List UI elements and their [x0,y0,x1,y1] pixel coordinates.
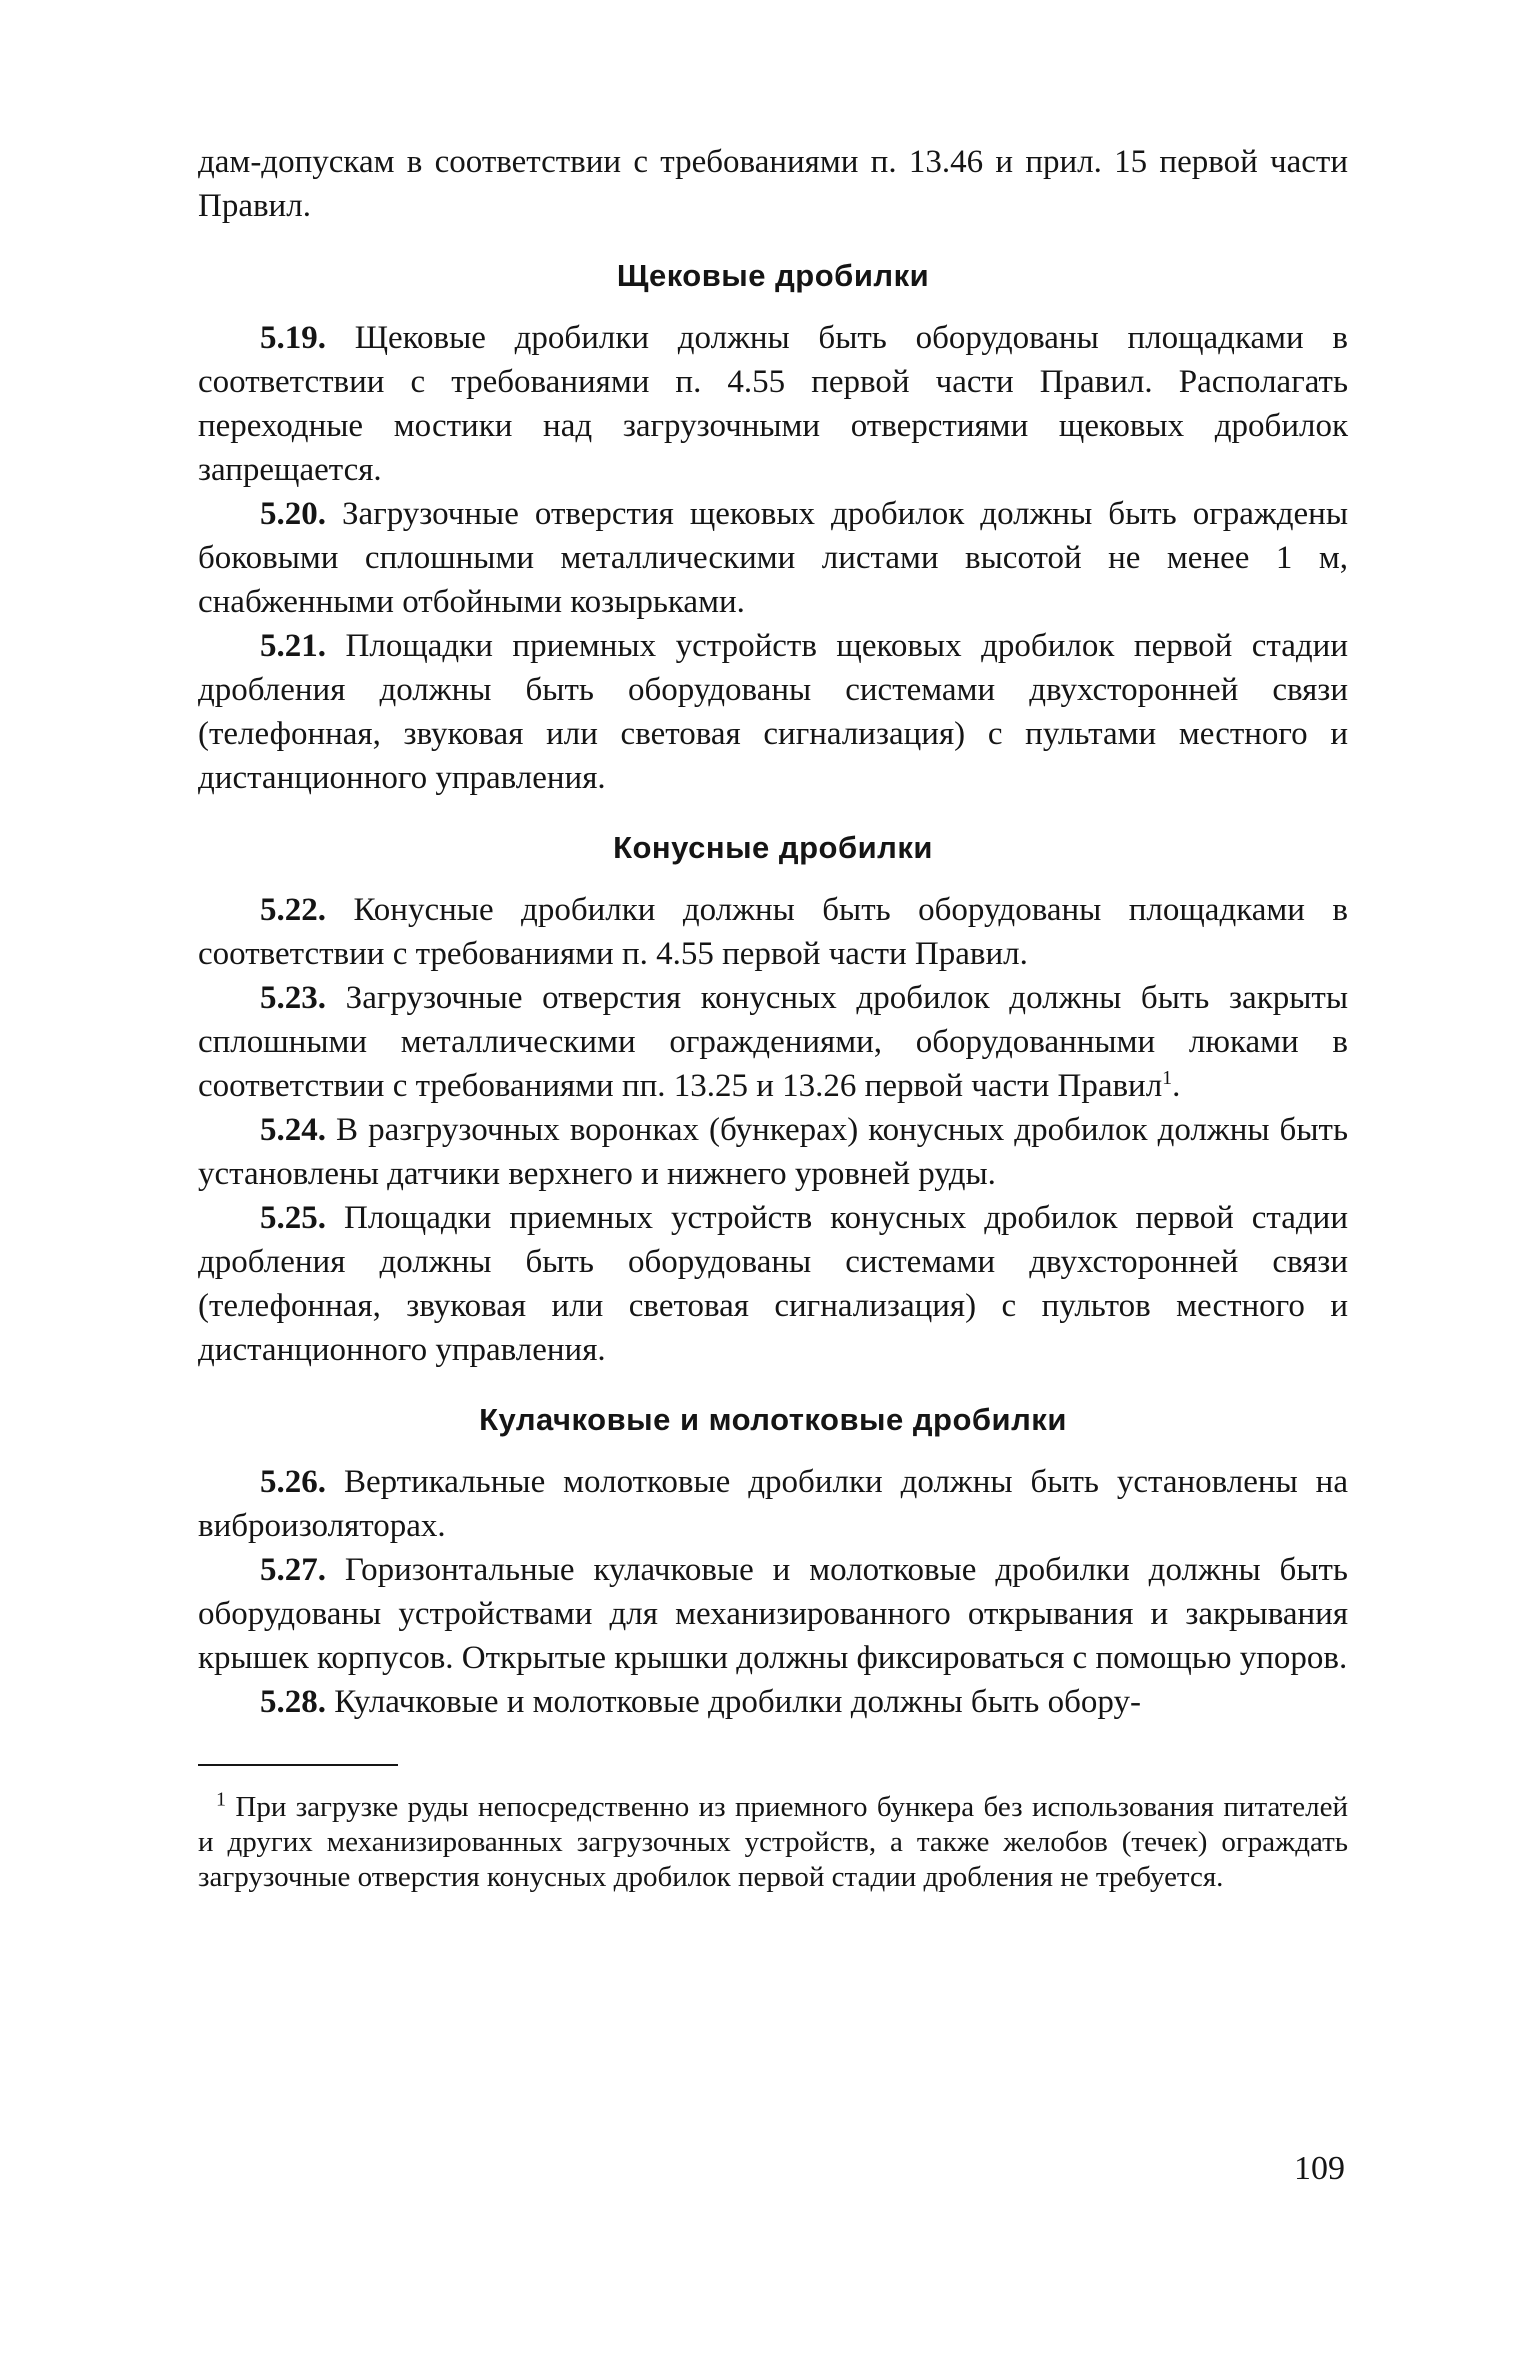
paragraph-text: Загрузочные отверстия конусных дробилок должны быть закрыты сплошными металлическими ограждениями, оборудованными люками в соответствии с требованиями пп. 13.25 и 13.26 первой части Правил [198,980,1348,1104]
paragraph-5-25 [198,1196,1348,1372]
paragraph-5-19 [198,316,1348,492]
paragraph-text: Щековые дробилки должны быть оборудованы площадками в соответствии с требованиями п. 4.55 первой части Правил. Располагать переходные мостики над загрузочными отверстиями щековых дробилок запрещается. [198,320,1348,488]
paragraph-number: 5.26. [260,1464,326,1500]
paragraph-number: 5.28. [260,1684,326,1720]
paragraph-number: 5.20. [260,496,326,532]
paragraph-text: Горизонтальные кулачковые и молотковые дробилки должны быть оборудованы устройствами для механизированного открывания и закрывания крышек корпусов. Открытые крышки должны фиксироваться с помощью упоров. [198,1552,1348,1676]
section-heading-jaw-crushers: Щековые дробилки [616,258,930,293]
page-content [198,140,1348,1895]
paragraph-5-28 [198,1680,1348,1724]
section-heading-cam-hammer-crushers: Кулачковые и молотковые дробилки [479,1402,1067,1437]
footnote [198,1790,1348,1895]
intro-paragraph: дам-допускам в соответствии с требованиями п. 13.46 и прил. 15 первой части Правил. [198,144,1348,224]
paragraph-text: Конусные дробилки должны быть оборудованы площадками в соответствии с требованиями п. 4.55 первой части Правил. [198,892,1348,972]
paragraph-5-22 [198,888,1348,976]
paragraph-number: 5.27. [260,1552,326,1588]
paragraph-tail: . [1172,1068,1181,1104]
paragraph-number: 5.25. [260,1200,326,1236]
paragraph-number: 5.21. [260,628,326,664]
paragraph-text: Загрузочные отверстия щековых дробилок должны быть ограждены боковыми сплошными металлическими листами высотой не менее 1 м, снабженными отбойными козырьками. [198,496,1348,620]
paragraph-text: Кулачковые и молотковые дробилки должны быть обору- [326,1684,1141,1720]
footnote-text: При загрузке руды непосредственно из приемного бункера без использования питателей и других механизированных загрузочных устройств, а также желобов (течек) ограждать загрузочные отверстия конусных дробилок первой стадии дробления не требуется. [198,1791,1348,1893]
paragraph-number: 5.23. [260,980,326,1016]
footnote-divider [198,1764,398,1766]
paragraph-5-21 [198,624,1348,800]
page-number: 109 [1294,2150,1345,2187]
paragraph-5-24 [198,1108,1348,1196]
paragraph-text: Площадки приемных устройств конусных дробилок первой стадии дробления должны быть оборудованы системами двухсторонней связи (телефонная, звуковая или световая сигнализация) с пультов местного и дистанционного управления. [198,1200,1348,1368]
paragraph-5-20 [198,492,1348,624]
footnote-mark: 1 [216,1788,226,1811]
paragraph-number: 5.22. [260,892,326,928]
paragraph-number: 5.24. [260,1112,326,1148]
paragraph-text: Вертикальные молотковые дробилки должны быть установлены на виброизоляторах. [198,1464,1348,1544]
paragraph-text: Площадки приемных устройств щековых дробилок первой стадии дробления должны быть оборудованы системами двухсторонней связи (телефонная, звуковая или световая сигнализация) с пультами местного и дистанционного управления. [198,628,1348,796]
footnote-reference[interactable]: 1 [1162,1067,1173,1089]
paragraph-text: В разгрузочных воронках (бункерах) конусных дробилок должны быть установлены датчики верхнего и нижнего уровней руды. [198,1112,1348,1192]
paragraph-number: 5.19. [260,320,326,356]
footnote-text-block [198,1790,1348,1895]
paragraph-5-23 [198,976,1348,1108]
paragraph-5-26 [198,1460,1348,1548]
paragraph-5-27 [198,1548,1348,1680]
section-heading-cone-crushers: Конусные дробилки [613,830,933,865]
